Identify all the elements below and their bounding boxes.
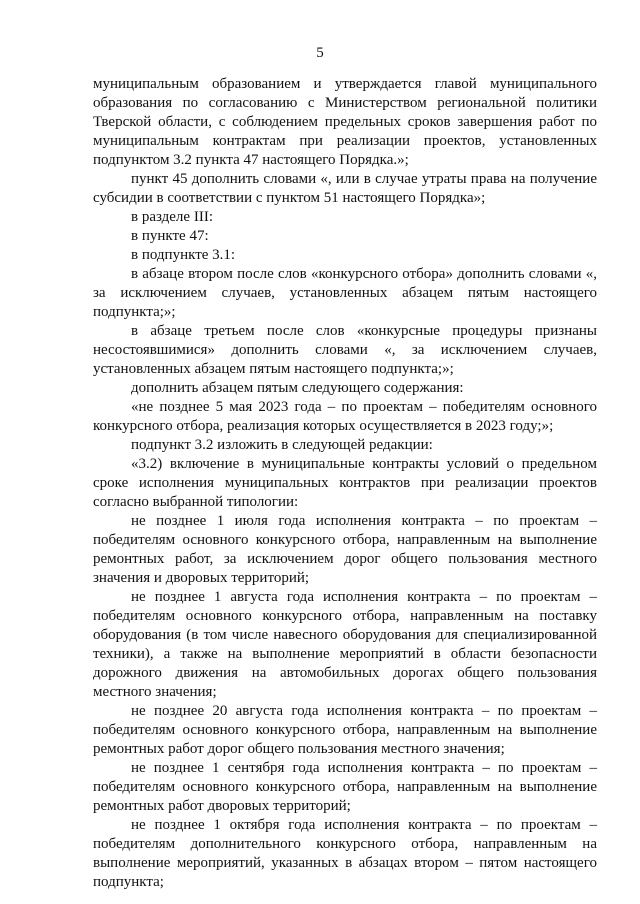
- paragraph: не позднее 1 августа года исполнения контракта – по проектам – победителям основного конкурсного отбора, направленным на поставку оборудования (в том числе навесного оборудования для специализированной техники), а также на выполнение мероприятий в области безопасности дорожного движения на автомобильных дорогах общего пользования местного значения;: [93, 589, 597, 700]
- paragraph: в пункте 47:: [131, 228, 209, 244]
- paragraph: в разделе III:: [131, 209, 213, 225]
- paragraph: в абзаце третьем после слов «конкурсные процедуры признаны несостоявшимися» дополнить словами «, за исключением случаев, установленных абзацем пятым настоящего подпункта;»;: [93, 323, 597, 377]
- paragraph: не позднее 1 июля года исполнения контракта – по проектам – победителям основного конкурсного отбора, направленным на выполнение ремонтных работ, за исключением дорог общего пользования местного значения и дворовых территорий;: [93, 513, 597, 586]
- paragraph: подпункт 3.2 изложить в следующей редакции:: [131, 437, 433, 453]
- paragraph: в абзаце втором после слов «конкурсного отбора» дополнить словами «, за исключением случаев, установленных абзацем пятым настоящего подпункта;»;: [93, 266, 597, 320]
- document-body: [93, 75, 597, 892]
- paragraph: «3.2) включение в муниципальные контракты условий о предельном сроке исполнения муниципальных контрактов при реализации проектов согласно выбранной типологии:: [93, 456, 597, 510]
- paragraph: не позднее 20 августа года исполнения контракта – по проектам – победителям основного конкурсного отбора, направленным на выполнение ремонтных работ дорог общего пользования местного значения;: [93, 703, 597, 757]
- paragraph: муниципальным образованием и утверждается главой муниципального образования по согласованию с Министерством региональной политики Тверской области, с соблюдением предельных сроков завершения работ по муниципальным контрактам при реализации проектов, установленных подпунктом 3.2 пункта 47 настоящего Порядка.»;: [93, 76, 597, 168]
- paragraph: дополнить абзацем пятым следующего содержания:: [131, 380, 464, 396]
- paragraph: пункт 45 дополнить словами «, или в случае утраты права на получение субсидии в соответствии с пунктом 51 настоящего Порядка»;: [93, 171, 597, 206]
- paragraph: в подпункте 3.1:: [131, 247, 236, 263]
- page-number: 5: [316, 45, 324, 61]
- paragraph: «не позднее 5 мая 2023 года – по проектам – победителям основного конкурсного отбора, реализация которых осуществляется в 2023 году;»;: [93, 399, 597, 434]
- paragraph: не позднее 1 сентября года исполнения контракта – по проектам – победителям основного конкурсного отбора, направленным на выполнение ремонтных работ дворовых территорий;: [93, 760, 597, 814]
- paragraph: не позднее 1 октября года исполнения контракта – по проектам – победителям дополнительного конкурсного отбора, направленным на выполнение мероприятий, указанных в абзацах втором – пятом настоящего подпункта;: [93, 817, 597, 890]
